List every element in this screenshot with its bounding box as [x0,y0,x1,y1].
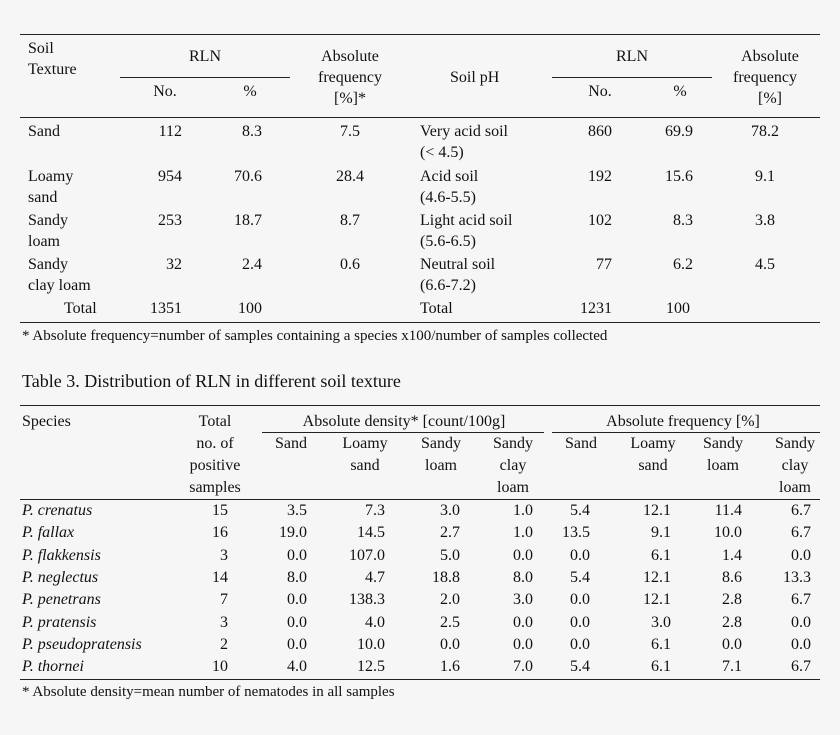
sub-header-sandy-loam: Sandy [703,435,743,452]
abs-density-cell: 1.6 [440,658,460,675]
ph-cell-line1: Neutral soil [420,256,496,273]
species-name: P. pseudopratensis [22,636,142,653]
total-positive-samples: 15 [212,502,228,519]
soil-ph-header: Soil pH [450,69,500,86]
sub-header-sandy-clay-loam: loam [779,479,811,496]
abs-density-cell: 4.0 [365,614,385,631]
total-label-right: Total [420,300,453,317]
abs-density-cell: 14.5 [357,524,385,541]
abs-density-cell: 7.0 [513,658,533,675]
abs-density-cell: 2.5 [440,614,460,631]
sub-header-loamy-sand: Loamy [630,435,676,452]
sub-header-sandy-clay-loam: clay [499,457,527,474]
ph-cell-line2: (< 4.5) [420,144,464,161]
abs-density-cell: 5.0 [440,547,460,564]
species-name: P. pratensis [22,614,97,631]
table1-top-rule [20,34,820,35]
rln-no-cell: 954 [158,168,182,185]
abs-density-underline [262,432,544,433]
total-positive-samples: 7 [220,591,228,608]
abs-frequency-cell: 0.0 [570,547,590,564]
abs-density-cell: 2.7 [440,524,460,541]
abs-frequency-cell: 11.4 [714,502,742,519]
abs-density-cell: 7.3 [365,502,385,519]
total-pct: 100 [238,300,262,317]
rln-no-cell: 253 [158,212,182,229]
abs-frequency-cell: 2.8 [722,591,742,608]
sub-header-sandy-loam: Sandy [421,435,461,452]
sub-header-sandy-loam: loam [425,457,457,474]
abs-frequency-cell: 13.3 [783,569,811,586]
abs-density-cell: 0.0 [287,591,307,608]
species-name: P. fallax [22,524,75,541]
abs-frequency-cell: 0.0 [791,636,811,653]
abs-density-cell: 0.0 [513,636,533,653]
table3-header-rule [20,499,820,500]
abs-density-cell: 0.0 [287,636,307,653]
species-name: P. crenatus [22,502,93,519]
abs-density-cell: 1.0 [513,502,533,519]
abs-frequency-cell: 0.0 [570,591,590,608]
abs-frequency-cell: 0.0 [570,614,590,631]
absfreq-left-header-line2: frequency [318,69,382,86]
texture-cell-line2: loam [28,233,60,250]
total-no: 1351 [150,300,182,317]
ph-cell-line2: (4.6-5.5) [420,189,476,206]
sub-header-sandy-loam: loam [707,457,739,474]
abs-density-cell: 12.5 [357,658,385,675]
abs-frequency-underline [552,432,820,433]
total-header-line4: samples [189,479,241,496]
no-right-header: No. [588,83,612,100]
absfreq-right-header-line3: [%] [758,90,782,107]
abs-density-cell: 3.5 [287,502,307,519]
rln-no-right-cell: 860 [588,123,612,140]
abs-frequency-cell: 8.6 [722,569,742,586]
total-positive-samples: 2 [220,636,228,653]
ph-cell-line2: (6.6-7.2) [420,277,476,294]
abs-frequency-cell: 6.1 [651,658,671,675]
rln-left-underline [120,77,290,78]
rln-no-cell: 112 [158,123,182,140]
abs-density-cell: 0.0 [513,614,533,631]
abs-frequency-cell: 10.0 [714,524,742,541]
rln-pct-cell: 18.7 [234,212,262,229]
rln-pct-cell: 70.6 [234,168,262,185]
abs-frequency-cell: 5.4 [570,658,590,675]
sub-header-loamy-sand: Loamy [342,435,388,452]
absfreq-right-cell: 4.5 [755,256,775,273]
abs-frequency-cell: 6.7 [791,524,811,541]
no-left-header: No. [153,83,177,100]
total-positive-samples: 10 [212,658,228,675]
total-positive-samples: 3 [220,547,228,564]
absfreq-right-header-line1: Absolute [741,48,799,65]
rln-pct-cell: 2.4 [242,256,262,273]
abs-frequency-cell: 6.7 [791,591,811,608]
abs-density-cell: 4.0 [287,658,307,675]
texture-cell-line1: Sandy [28,256,68,273]
abs-frequency-cell: 6.1 [651,547,671,564]
total-positive-samples: 3 [220,614,228,631]
table1-footnote: * Absolute frequency=number of samples containing a species x100/number of samples collected [22,328,608,344]
abs-density-cell: 107.0 [349,547,385,564]
species-header: Species [22,413,71,430]
species-name: P. flakkensis [22,547,101,564]
abs-density-header: Absolute density* [count/100g] [302,413,506,430]
rln-pct-right-cell: 15.6 [665,168,693,185]
sub-header-sandy-clay-loam: clay [781,457,809,474]
abs-density-cell: 0.0 [287,614,307,631]
absfreq-right-cell: 78.2 [751,123,779,140]
abs-density-cell: 4.7 [365,569,385,586]
absfreq-cell: 0.6 [340,256,360,273]
sub-header-sandy-clay-loam: loam [497,479,529,496]
abs-frequency-cell: 9.1 [651,524,671,541]
sub-header-loamy-sand: sand [638,457,668,474]
sub-header-loamy-sand: sand [350,457,380,474]
abs-frequency-cell: 13.5 [562,524,590,541]
total-label: Total [64,300,97,317]
rln-pct-right-cell: 6.2 [673,256,693,273]
rln-pct-right-cell: 69.9 [665,123,693,140]
abs-frequency-cell: 6.7 [791,502,811,519]
texture-cell-line1: Loamy [28,168,74,185]
table1-header-rule [20,117,820,118]
total-header-line2: no. of [196,435,234,452]
table3-caption: Table 3. Distribution of RLN in different soil texture [22,371,401,391]
abs-frequency-cell: 6.7 [791,658,811,675]
abs-density-cell: 18.8 [432,569,460,586]
abs-density-cell: 2.0 [440,591,460,608]
soil-texture-header-line2: Texture [28,61,77,78]
absfreq-cell: 7.5 [340,123,360,140]
abs-density-cell: 0.0 [513,547,533,564]
abs-frequency-cell: 7.1 [722,658,742,675]
abs-frequency-cell: 12.1 [643,591,671,608]
rln-pct-right-cell: 8.3 [673,212,693,229]
texture-cell: Sand [28,123,60,140]
rln-no-cell: 32 [166,256,182,273]
abs-density-cell: 1.0 [513,524,533,541]
texture-cell-line2: clay loam [28,277,91,294]
total-positive-samples: 14 [212,569,228,586]
rln-right-underline [552,77,712,78]
rln-no-right-cell: 77 [596,256,612,273]
absfreq-right-header-line2: frequency [733,69,797,86]
abs-frequency-cell: 3.0 [651,614,671,631]
table3-footnote: * Absolute density=mean number of nematodes in all samples [22,684,395,700]
sub-header-sandy-clay-loam: Sandy [775,435,815,452]
rln-no-right-cell: 102 [588,212,612,229]
absfreq-cell: 8.7 [340,212,360,229]
abs-frequency-cell: 5.4 [570,569,590,586]
soil-texture-header-line1: Soil [28,40,54,57]
abs-density-cell: 0.0 [287,547,307,564]
total-header-line3: positive [189,457,241,474]
texture-cell-line2: sand [28,189,58,206]
species-name: P. penetrans [22,591,101,608]
table3-top-rule [20,405,820,406]
total-positive-samples: 16 [212,524,228,541]
absfreq-left-header-line3: [%]* [334,90,366,107]
abs-density-cell: 3.0 [513,591,533,608]
ph-cell-line1: Very acid soil [420,123,508,140]
absfreq-right-cell: 9.1 [755,168,775,185]
texture-cell-line1: Sandy [28,212,68,229]
abs-frequency-cell: 6.1 [651,636,671,653]
sub-header-sand: Sand [275,435,307,452]
table1-bottom-rule [20,322,820,323]
abs-frequency-cell: 1.4 [722,547,742,564]
species-name: P. neglectus [22,569,99,586]
abs-density-cell: 10.0 [357,636,385,653]
total-header-line1: Total [198,413,232,430]
abs-frequency-cell: 0.0 [570,636,590,653]
abs-density-cell: 8.0 [513,569,533,586]
abs-frequency-cell: 0.0 [791,547,811,564]
abs-density-cell: 8.0 [287,569,307,586]
ph-cell-line1: Light acid soil [420,212,513,229]
ph-cell-line1: Acid soil [420,168,479,185]
rln-no-right-cell: 192 [588,168,612,185]
abs-density-cell: 3.0 [440,502,460,519]
abs-frequency-cell: 12.1 [643,569,671,586]
abs-density-cell: 19.0 [279,524,307,541]
abs-frequency-cell: 5.4 [570,502,590,519]
absfreq-left-header-line1: Absolute [321,48,379,65]
species-name: P. thornei [22,658,84,675]
abs-density-cell: 138.3 [349,591,385,608]
ph-cell-line2: (5.6-6.5) [420,233,476,250]
sub-header-sandy-clay-loam: Sandy [493,435,533,452]
abs-frequency-cell: 0.0 [722,636,742,653]
rln-right-header: RLN [616,48,648,65]
abs-frequency-cell: 0.0 [791,614,811,631]
table3-bottom-rule [20,679,820,680]
sub-header-sand: Sand [565,435,597,452]
rln-left-header: RLN [189,48,221,65]
abs-frequency-cell: 2.8 [722,614,742,631]
absfreq-right-cell: 3.8 [755,212,775,229]
rln-pct-cell: 8.3 [242,123,262,140]
pct-left-header: % [243,83,257,100]
total-pct-right: 100 [666,300,690,317]
pct-right-header: % [673,83,687,100]
abs-frequency-header: Absolute frequency [%] [606,413,760,430]
abs-density-cell: 0.0 [440,636,460,653]
abs-frequency-cell: 12.1 [643,502,671,519]
absfreq-cell: 28.4 [336,168,364,185]
total-no-right: 1231 [580,300,612,317]
